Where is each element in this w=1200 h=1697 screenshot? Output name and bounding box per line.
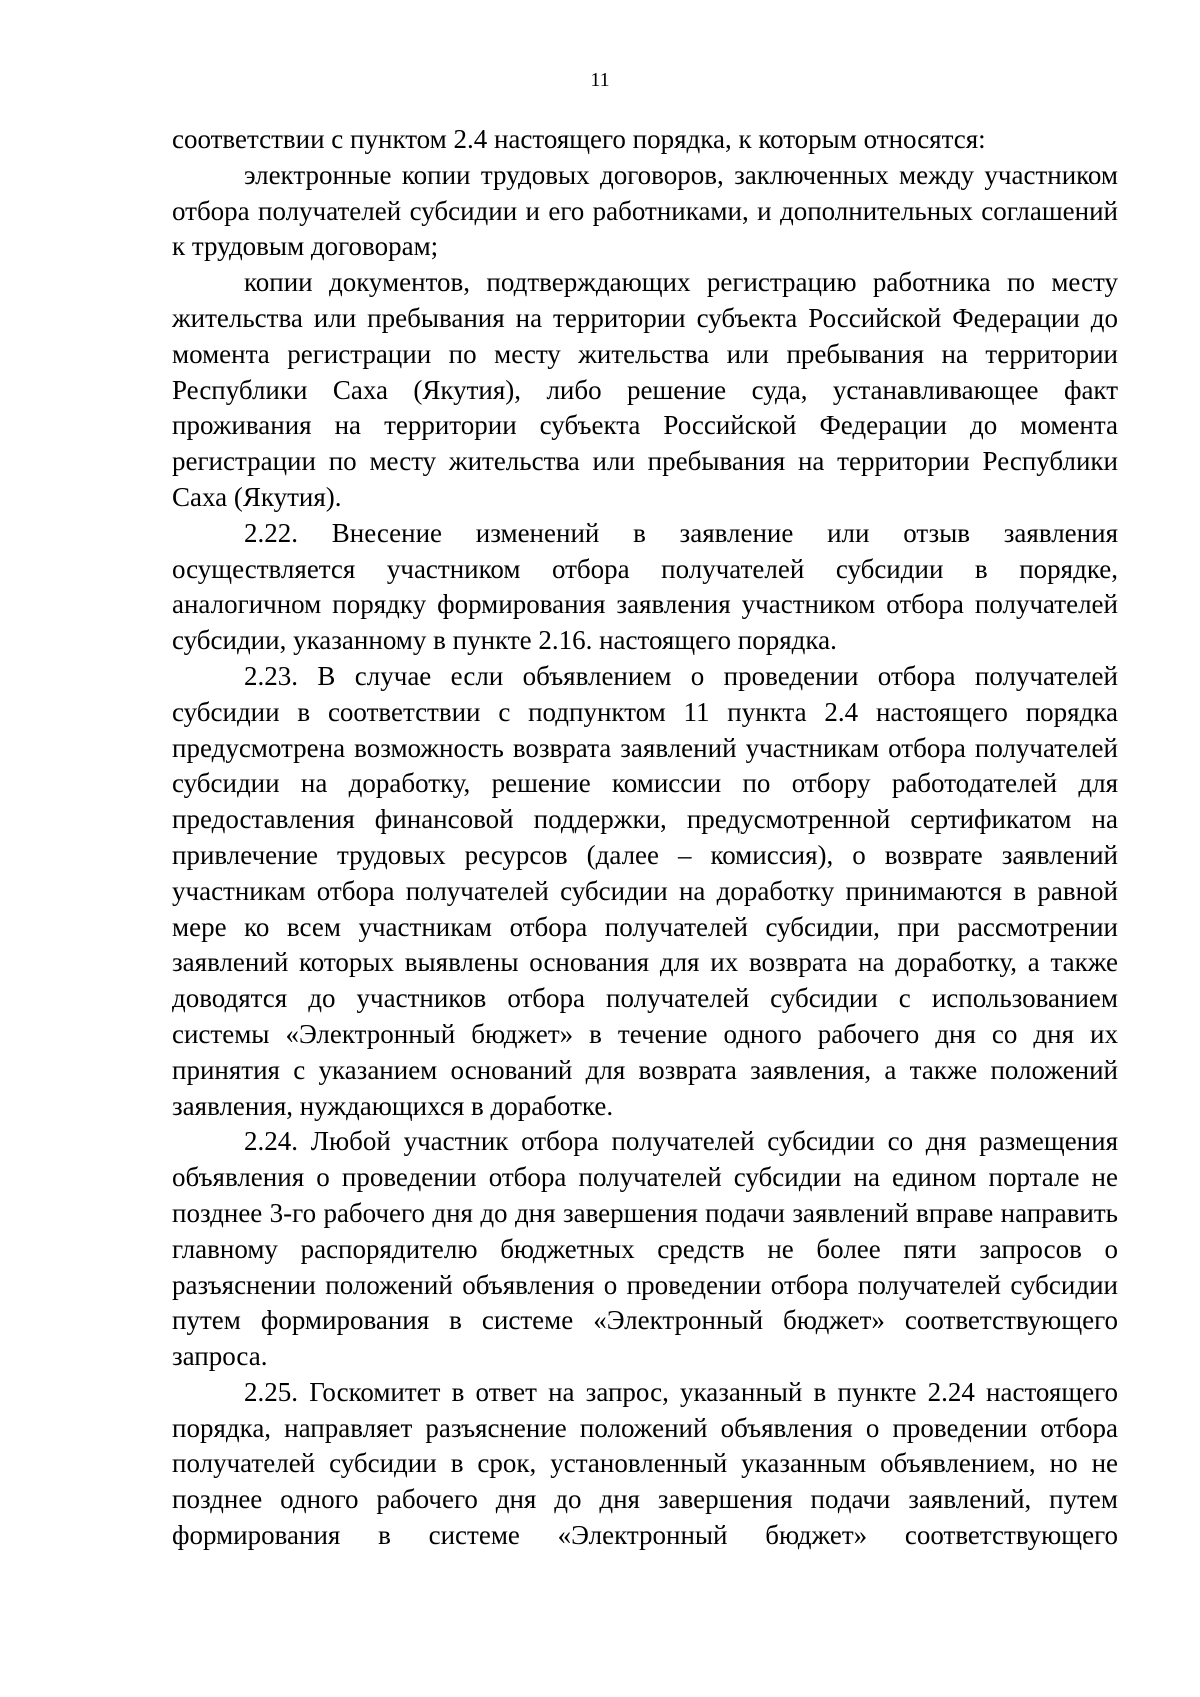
paragraph-2-23: 2.23. В случае если объявлением о проведении отбора получателей субсидии в соответствии с подпунктом 11 пункта 2.4 настоящего порядка предусмотрена возможность возврата заявлений участникам отбора получателей субсидии на доработку, решение комиссии по отбору работодателей для предоставления финансовой поддержки, предусмотренной сертификатом на привлечение трудовых ресурсов (далее – комиссия), о возврате заявлений участникам отбора получателей субсидии на доработку принимаются в равной мере ко всем участникам отбора получателей субсидии, при рассмотрении заявлений которых выявлены основания для их возврата на доработку, а также доводятся до участников отбора получателей субсидии с использованием системы «Электронный бюджет» в течение одного рабочего дня со дня их принятия с указанием оснований для возврата заявления, а также положений заявления, нуждающихся в доработке.	[172, 660, 1118, 1121]
paragraph-2-25: 2.25. Госкомитет в ответ на запрос, указанный в пункте 2.24 настоящего порядка, направляет разъяснение положений объявления о проведении отбора получателей субсидии в срок, установленный указанным объявлением, но не позднее одного рабочего дня до дня завершения подачи заявлений, путем формирования в системе «Электронный бюджет» соответствующего	[172, 1376, 1118, 1551]
paragraph-2-24: 2.24. Любой участник отбора получателей субсидии со дня размещения объявления о проведении отбора получателей субсидии на едином портале не позднее 3-го рабочего дня до дня завершения подачи заявлений вправе направить главному распорядителю бюджетных средств не более пяти запросов о разъяснении положений объявления о проведении отбора получателей субсидии путем формирования в системе «Электронный бюджет» соответствующего запроса.	[172, 1126, 1118, 1372]
paragraph-2-22: 2.22. Внесение изменений в заявление или отзыв заявления осуществляется участником отбора получателей субсидии в порядке, аналогичном порядку формирования заявления участником отбора получателей субсидии, указанному в пункте 2.16. настоящего порядка.	[172, 517, 1118, 656]
paragraph-list-item-registration: копии документов, подтверждающих регистрацию работника по месту жительства или пребывания на территории субъекта Российской Федерации до момента регистрации по месту жительства или пребывания на территории Республики Саха (Якутия), либо решение суда, устанавливающее факт проживания на территории субъекта Российской Федерации до момента регистрации по месту жительства или пребывания на территории Республики Саха (Якутия).	[172, 267, 1118, 512]
page-number: 11	[590, 69, 610, 91]
document-body	[172, 122, 1118, 1554]
paragraph-list-item-contracts: электронные копии трудовых договоров, заключенных между участником отбора получателей субсидии и его работниками, и дополнительных соглашений к трудовым договорам;	[172, 159, 1118, 262]
paragraph-continuation: соответствии с пунктом 2.4 настоящего порядка, к которым относятся:	[172, 124, 986, 154]
